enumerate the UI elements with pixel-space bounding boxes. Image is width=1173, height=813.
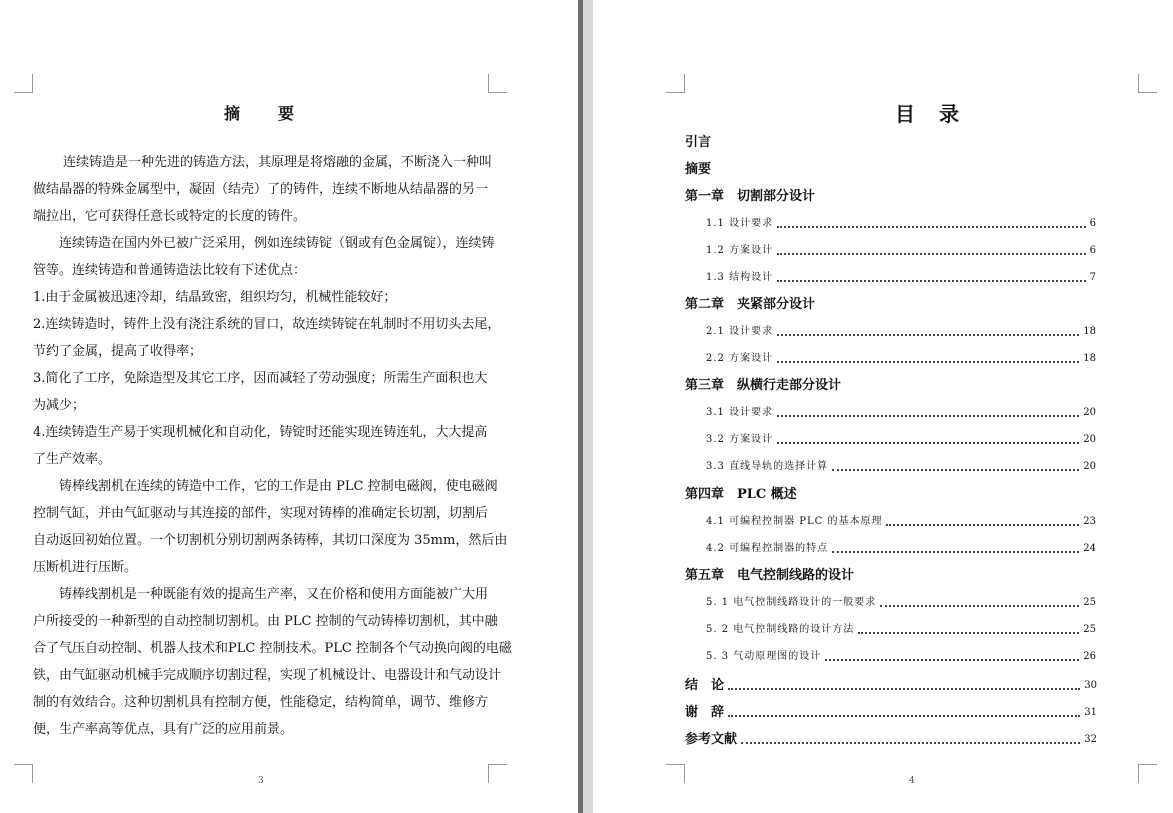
abstract-line: 端拉出，它可获得任意长或特定的长度的铸件。 <box>33 209 307 224</box>
abstract-line: 便，生产率高等优点，具有广泛的应用前景。 <box>33 722 294 737</box>
toc-entry-1-3[interactable]: 1.3 结构设计 7 <box>706 272 1096 283</box>
abstract-line: 管等。连续铸造和普通铸造法比较有下述优点： <box>33 263 307 278</box>
abstract-line: 了生产效率。 <box>33 452 112 467</box>
abstract-title: 摘 要 <box>223 104 296 123</box>
abstract-line: 铁，由气缸驱动机械手完成顺序切割过程，实现了机械设计、电器设计和气动设计 <box>33 668 502 683</box>
abstract-line: 制的有效结合。这种切割机具有控制方便，性能稳定，结构简单，调节、维修方 <box>33 695 489 710</box>
toc-entry-2-2[interactable]: 2.2 方案设计 18 <box>706 353 1096 364</box>
toc-entry-intro[interactable]: 引言 <box>685 135 712 150</box>
abstract-line: 节约了金属，提高了收得率； <box>33 344 203 359</box>
abstract-line: 连续铸造在国内外已被广泛采用，例如连续铸锭（钢或有色金属锭），连续铸 <box>59 236 495 251</box>
toc-page <box>593 0 1173 813</box>
toc-entry-1-1[interactable]: 1.1 设计要求 6 <box>706 218 1096 229</box>
crop-mark-top-left <box>666 74 685 93</box>
toc-entry-thanks[interactable]: 谢 辞 31 <box>685 705 1097 720</box>
page-number: 3 <box>258 776 264 786</box>
abstract-line: 合了气压自动控制、机器人技术和PLC 控制技术。PLC 控制各个气动换向阀的电磁 <box>33 641 512 656</box>
crop-mark-bottom-left <box>666 764 685 783</box>
abstract-line: 4.连续铸造生产易于实现机械化和自动化，铸锭时还能实现连铸连轧，大大提高 <box>33 425 488 440</box>
page-separator-shadow <box>583 0 593 813</box>
abstract-line: 铸棒线割机在连续的铸造中工作，它的工作是由 PLC 控制电磁阀，使电磁阀 <box>59 479 498 494</box>
toc-entry-5-2[interactable]: 5. 2 电气控制线路的设计方法 25 <box>706 624 1096 635</box>
crop-mark-top-left <box>14 74 33 93</box>
abstract-line: 连续铸造是一种先进的铸造方法，其原理是将熔融的金属，不断浇入一种叫 <box>63 155 493 170</box>
crop-mark-bottom-right <box>1138 764 1157 783</box>
toc-chapter-4[interactable]: 第四章 PLC 概述 <box>685 487 797 502</box>
toc-entry-3-2[interactable]: 3.2 方案设计 20 <box>706 434 1096 445</box>
abstract-line: 铸棒线割机是一种既能有效的提高生产率，又在价格和使用方面能被广大用 <box>59 587 489 602</box>
abstract-line: 3.简化了工序，免除造型及其它工序，因而减轻了劳动强度；所需生产面积也大 <box>33 371 488 386</box>
abstract-line: 户所接受的一种新型的自动控制切割机。由 PLC 控制的气动铸棒切割机，其中融 <box>33 614 498 629</box>
toc-entry-2-1[interactable]: 2.1 设计要求 18 <box>706 326 1096 337</box>
toc-entry-3-3[interactable]: 3.3 直线导轨的选择计算 20 <box>706 461 1096 472</box>
toc-chapter-1[interactable]: 第一章 切割部分设计 <box>685 189 816 204</box>
toc-entry-abstract[interactable]: 摘要 <box>685 162 712 177</box>
toc-entry-5-1[interactable]: 5. 1 电气控制线路设计的一般要求 25 <box>706 597 1096 608</box>
abstract-line: 做结晶器的特殊金属型中，凝固（结壳）了的铸件，连续不断地从结晶器的另一 <box>33 182 489 197</box>
toc-entry-references[interactable]: 参考文献 32 <box>685 732 1097 747</box>
abstract-page <box>0 0 578 813</box>
page-number: 4 <box>909 776 915 786</box>
crop-mark-top-right <box>1138 74 1157 93</box>
toc-chapter-2[interactable]: 第二章 夹紧部分设计 <box>685 297 816 312</box>
toc-entry-4-1[interactable]: 4.1 可编程控制器 PLC 的基本原理 23 <box>706 516 1096 527</box>
toc-entry-conclusion[interactable]: 结 论 30 <box>685 678 1097 693</box>
abstract-line: 自动返回初始位置。一个切割机分别切割两条铸棒，其切口深度为 35mm，然后由 <box>33 533 508 548</box>
crop-mark-bottom-right <box>488 764 507 783</box>
toc-entry-4-2[interactable]: 4.2 可编程控制器的特点 24 <box>706 543 1096 554</box>
abstract-line: 2.连续铸造时，铸件上没有浇注系统的冒口，故连续铸锭在轧制时不用切头去尾， <box>33 317 501 332</box>
toc-title: 目 录 <box>895 102 961 126</box>
crop-mark-bottom-left <box>14 764 33 783</box>
abstract-line: 为减少； <box>33 398 86 413</box>
toc-chapter-5[interactable]: 第五章 电气控制线路的设计 <box>685 568 855 583</box>
toc-entry-1-2[interactable]: 1.2 方案设计 6 <box>706 245 1096 256</box>
abstract-line: 压断机进行压断。 <box>33 560 138 575</box>
abstract-line: 1.由于金属被迅速冷却，结晶致密，组织均匀，机械性能较好； <box>33 290 397 305</box>
abstract-line: 控制气缸，并由气缸驱动与其连接的部件，实现对铸棒的准确定长切割，切割后 <box>33 506 489 521</box>
toc-chapter-3[interactable]: 第三章 纵横行走部分设计 <box>685 378 842 393</box>
toc-entry-3-1[interactable]: 3.1 设计要求 20 <box>706 407 1096 418</box>
crop-mark-top-right <box>488 74 507 93</box>
toc-entry-5-3[interactable]: 5. 3 气动原理图的设计 26 <box>706 651 1096 662</box>
